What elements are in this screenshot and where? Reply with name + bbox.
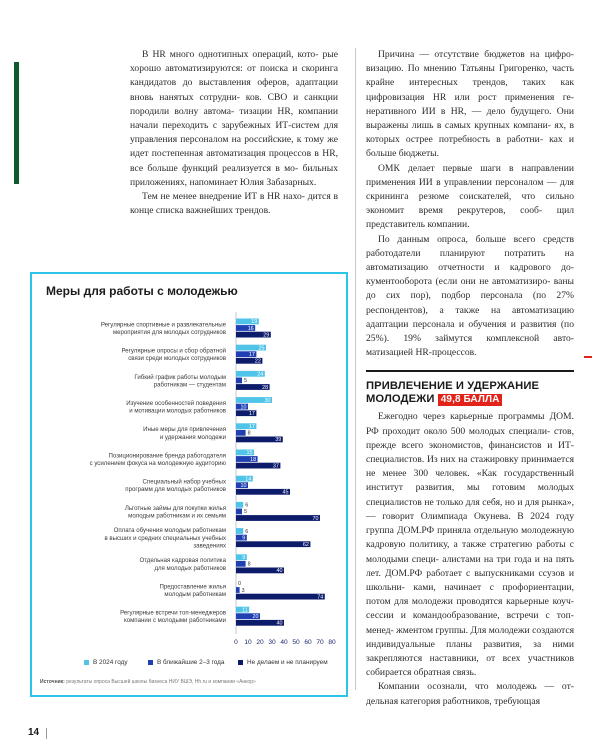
legend-label-2024: В 2024 году [93, 659, 128, 666]
category-label: молодым работникам и их семьям [128, 512, 226, 520]
text-line: ОМК делает первые шаги в направлении [378, 162, 574, 174]
section-rule [366, 370, 574, 372]
legend-swatch-next-years [148, 660, 153, 665]
text-line: Окунева. В 2024 году группа ДОМ.РФ приняла [366, 510, 574, 537]
category-label: Изучение особенностей поведения [126, 400, 226, 407]
text-line: бильных приложениях, напоминает Юлия [130, 162, 338, 188]
bar-value-label: 37 [272, 463, 279, 470]
text-line: кументооборота (если они не автоматизиро- [366, 276, 551, 288]
bar-value-label: 9 [242, 555, 246, 561]
text-line: дится в конце списка важнейших трендов. [130, 191, 338, 217]
x-tick-label: 0 [234, 639, 238, 646]
bar-series-0 [236, 502, 243, 508]
bar-value-label: 28 [262, 384, 269, 391]
paragraph [366, 48, 574, 162]
bar-value-label: 14 [245, 476, 252, 483]
text-line: а также стратегию работы с молодыми специ- [366, 539, 574, 565]
category-label: Позиционирование бренда работодателя [108, 452, 226, 460]
bar-series-1 [236, 561, 246, 567]
bar-value-label: 0 [238, 581, 241, 588]
text-line: персоналом на российские, к тому же идет [130, 134, 338, 160]
bar-series-1 [236, 430, 246, 436]
paragraph [366, 162, 574, 233]
text-line: оферов, адаптации вновь нанятых сотрудни- [130, 77, 338, 103]
section-heading [366, 380, 574, 406]
section-heading-line2: МОЛОДЕЖИ [366, 393, 435, 406]
bar-value-label: 24 [257, 371, 264, 378]
section-heading-line1: ПРИВЛЕЧЕНИЕ И УДЕРЖАНИЕ [366, 380, 540, 393]
paragraph [130, 48, 338, 190]
text-line: рые хорошо автоматизируются: от поиска [130, 49, 338, 75]
legend-item-not-planned [238, 659, 328, 666]
legend-label-next-years: В ближайшие 2–3 года [157, 659, 225, 666]
category-label: заведениях [193, 542, 226, 550]
text-line: По данным опроса, больше всего средств [378, 233, 574, 245]
category-label: Гибкий график работы молодым [134, 373, 226, 381]
bar-value-label: 10 [240, 483, 247, 489]
text-line: Компании осознали, что молодежь — от- [378, 681, 574, 693]
legend-item-next-years [148, 659, 224, 666]
text-line: готовим молодых специалистов не только для [366, 482, 575, 508]
bar-value-label: 16 [247, 325, 254, 332]
chart-title: Меры для работы с молодежью [46, 284, 238, 298]
text-line: постепенная автоматизация процессов в HR, [151, 148, 338, 160]
text-line: применения ИИ в управлении персоналом — [366, 176, 557, 188]
category-label: работникам — студентам [153, 381, 226, 389]
text-line: цифровизация HR или рост применения ге- [366, 91, 574, 103]
bar-value-label: 19 [251, 319, 258, 326]
text-line: тизации HR, компании начали переходить [130, 105, 339, 132]
bar-value-label: 40 [276, 620, 283, 627]
text-line: автоматизацию отчетности и кадрового до- [366, 262, 574, 274]
x-tick-label: 60 [304, 639, 312, 646]
category-label: мероприятия для молодых сотрудников [112, 329, 226, 336]
text-line: ях, в которых острее потребность в работни- [366, 120, 574, 146]
bar-value-label: 25 [258, 345, 265, 352]
text-line: ваны до сих пор), подбор персонала (по 27% [366, 276, 574, 302]
bar-series-1 [236, 509, 242, 515]
paragraph [366, 680, 574, 708]
text-line: адаптации персонала и обучения и развития [366, 318, 557, 330]
text-line: неративного ИИ в HR, — дело будущего. Они [366, 105, 574, 117]
text-line: ками, начинает с профориентации, потом для [366, 581, 574, 608]
category-label: Регулярные встречи топ-менеджеров [120, 609, 226, 617]
text-line: визацию. По мнению Татьяны Григоренко, [366, 63, 548, 75]
category-label: для молодых работников [154, 564, 226, 572]
text-line: и скоринга кандидатов до выставления [130, 63, 338, 89]
bar-value-label: 6 [245, 528, 249, 535]
category-label: Предоставление жилья [159, 583, 226, 591]
bar-value-label: 8 [247, 430, 251, 437]
text-line: Забазарных. [266, 176, 317, 188]
legend-label-not-planned: Не делаем и не планируем [247, 659, 328, 666]
x-tick-label: 20 [256, 639, 264, 646]
text-line: государственный институт развития, мы [366, 468, 574, 494]
text-line: с зарубежных ИТ-систем для управления [130, 120, 339, 146]
legend-swatch-2024 [84, 660, 89, 665]
bar-value-label: 10 [240, 404, 247, 411]
category-label: с усилением фокуса на молодежную аудиторию [89, 460, 226, 467]
category-label: компании с молодыми работниками [123, 617, 226, 625]
category-label: молодым работникам [164, 591, 226, 598]
paragraph [366, 410, 574, 680]
category-label: Отдельная кадровая политика [139, 557, 226, 565]
bar-value-label: 5 [244, 509, 247, 516]
x-tick-label: 30 [268, 639, 276, 646]
category-label: Иные меры для привлечения [143, 426, 226, 434]
bar-value-label: 5 [244, 378, 247, 385]
text-line: респондентов), а также на автоматизацию [366, 304, 574, 316]
source-label: Источник: [40, 679, 65, 685]
text-line: себя, но и для рынка», — говорит Олимпиада [366, 496, 574, 522]
paragraph [366, 233, 574, 361]
text-line: Ежегодно через карьерные программы ДОМ. [378, 411, 574, 423]
category-label: в высших и средних специальных учебных [104, 534, 226, 542]
paragraph [130, 190, 338, 218]
text-line: работает с выпускниками ссузов и школьни- [366, 567, 575, 593]
green-accent-bar [14, 62, 19, 184]
text-line: стов, прежде всего экономистов, финансистов [366, 425, 574, 451]
bar-value-label: 18 [250, 456, 257, 463]
legend-item-2024 [84, 659, 128, 666]
x-tick-label: 80 [328, 639, 336, 646]
left-column [130, 48, 338, 218]
bar-series-1 [236, 378, 242, 384]
bar-series-0 [236, 528, 243, 534]
text-line: ках и больше бюджеты. [366, 134, 574, 160]
text-line: молодежи проводятся карьерные коуч-сессии [366, 596, 574, 622]
text-line: часть крайне интересных трендов, таких как [366, 63, 574, 89]
text-line: индивидуальные планы развития, за ними [366, 638, 574, 650]
text-line: Тем не менее внедрение ИТ в HR нахо- [142, 191, 305, 203]
text-line: жментом группы. Для молодежи создаются [396, 624, 575, 636]
text-line: все больше функций реализуется в мо- [130, 162, 299, 174]
bar-value-label: 15 [246, 450, 253, 457]
x-tick-label: 50 [292, 639, 300, 646]
text-line: отдельную молодежную кадровую политику, [366, 525, 574, 551]
bar-value-label: 3 [241, 587, 245, 594]
text-line: Причина — отсутствие бюджетов на цифро- [378, 49, 574, 60]
category-label: Льготные займы для покупки жилья [124, 504, 226, 512]
category-label: и удержания молодежи [159, 433, 226, 441]
chart-panel [30, 272, 348, 697]
bar-value-label: 22 [254, 358, 261, 365]
bar-value-label: 17 [248, 424, 255, 430]
bar-value-label: 11 [242, 607, 248, 614]
bar-value-label: 45 [282, 489, 289, 496]
bar-value-label: 39 [275, 437, 282, 444]
bar-value-label: 62 [302, 542, 309, 548]
text-line: РФ проходит около 500 молодых специали- [366, 425, 551, 437]
text-line: ков. СВО и санкции породили волну автома- [130, 91, 338, 117]
text-line: для скрининга резюме соискателей, что [366, 176, 574, 203]
right-paragraphs-before [366, 48, 574, 360]
page-number: 14 [28, 727, 40, 738]
text-line: принимается не менее 300 человек. «Как [366, 454, 574, 480]
text-line: работодатели планируют потратить на [366, 247, 574, 259]
text-line: и командообразование, встречи с топ-менед- [366, 610, 574, 636]
x-tick-label: 40 [280, 639, 288, 646]
category-label: связи среди молодых сотрудников [128, 355, 226, 363]
category-label: и мотивации молодых работников [129, 407, 226, 415]
bar-value-label: 40 [276, 568, 283, 575]
bar-series-2 [236, 594, 325, 600]
text-line: матизацией HR-процессов. [366, 347, 477, 359]
bar-value-label: 20 [252, 614, 259, 620]
text-line: и ИТ-специалистов. Из них на стажировку [366, 439, 574, 466]
text-line: сильно экономит время рекрутеров, сооб- [366, 191, 574, 217]
category-label: Оплата обучения молодым работникам [113, 527, 226, 535]
bar-value-label: 8 [247, 561, 251, 568]
page-number-separator [46, 728, 47, 739]
chart-svg [32, 274, 346, 695]
score-badge: 49,8 БАЛЛА [438, 394, 503, 406]
right-paragraphs-after [366, 410, 574, 708]
text-line: закрепляются наставники, от всех участников [366, 652, 574, 664]
bar-value-label: 29 [263, 332, 270, 339]
text-line: (по 25%). 19% займутся комплексной авто- [366, 318, 574, 345]
bar-value-label: 17 [248, 411, 255, 417]
text-line: В HR много однотипных операций, кото- [142, 49, 319, 60]
category-label: программ для молодых работников [125, 486, 226, 494]
bar-value-label: 17 [248, 352, 255, 358]
column-divider [355, 48, 356, 690]
bar-value-label: 9 [242, 535, 246, 542]
category-label: Специальный набор учебных [142, 478, 226, 486]
text-line: щил представитель компании. [366, 205, 574, 231]
legend-swatch-not-planned [238, 660, 243, 665]
red-accent-tick [584, 356, 592, 358]
x-tick-label: 70 [316, 639, 324, 646]
category-label: Регулярные спортивные и развлекательные [100, 321, 226, 329]
bar-value-label: 70 [312, 515, 319, 522]
x-tick-label: 10 [244, 639, 252, 646]
bar-value-label: 6 [245, 502, 249, 509]
text-line: выражены лишь в самых крупных компани- [366, 120, 551, 132]
right-column [366, 48, 574, 709]
text-line: алистами на три года и на пять лет. ДОМ.РФ [366, 553, 574, 579]
category-label: Регулярные опросы и сбор обратной [121, 347, 226, 355]
text-line: собирается обратная связь. [366, 667, 477, 679]
bar-series-1 [236, 587, 240, 593]
source-text: результаты опроса Высшей школы бизнеса НИУ ВШЭ, Hh.ru и компании «Анкор» [64, 679, 256, 685]
bar-value-label: 30 [264, 397, 271, 404]
chart-source-note [40, 679, 340, 685]
text-line: дельная категория работников, требующая [366, 695, 540, 707]
bar-series-2 [236, 541, 310, 547]
bar-series-2 [236, 515, 320, 521]
bar-value-label: 74 [317, 594, 324, 601]
